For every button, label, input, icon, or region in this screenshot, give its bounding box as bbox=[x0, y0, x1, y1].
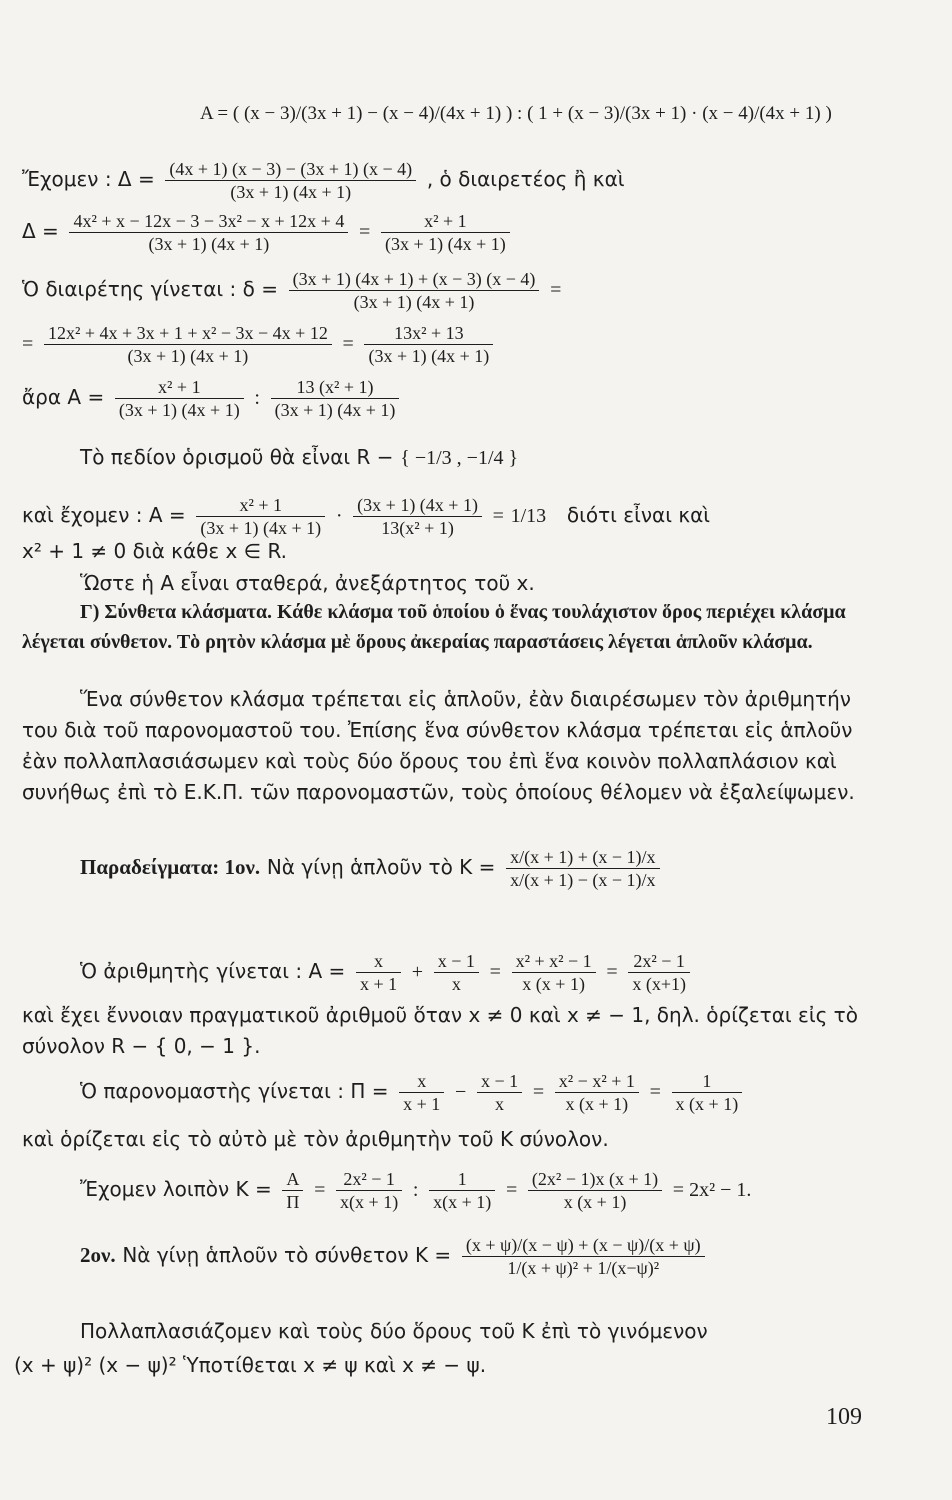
delta2-line: Δ = $\frac{\text{4x² + x − 12x − 3 − 3x² − x + 12x + 4}}{(3x + 1) (4x + 1)}$ = $\frac{\text{x² + 1}}{(3x + 1) (4x + 1)}$ bbox=[22, 210, 514, 255]
arith-label: Ὁ ἀριθμητὴς γίνεται : A = bbox=[80, 959, 346, 983]
exomen2-den1: (3x + 1) (4x + 1) bbox=[200, 518, 322, 538]
loipon-line: Ἔχομεν λοιπὸν K = $\frac{A}{\Pi}$ = $\frac{\text{2x² − 1}}{x(x + 1)}$ : $\frac{1}{x(x + 1)}$ = $\frac{\text{(2x² − 1)x (x + 1)}}{x (x + 1)}$ = 2x² − 1. bbox=[80, 1169, 752, 1212]
arith-result2 bbox=[628, 950, 690, 995]
delta2-label: Δ = bbox=[22, 219, 59, 243]
delta2-fraction bbox=[69, 210, 348, 255]
line5-result-num: 13x² + 13 bbox=[364, 322, 493, 345]
arith-frac1-num: x bbox=[356, 950, 401, 973]
exomen2-suffix: διότι εἶναι καὶ bbox=[566, 503, 711, 527]
k-numerator: x/(x + 1) + (x − 1)/x bbox=[506, 846, 659, 869]
pedion-text: Τὸ πεδίον ὁρισμοῦ θὰ εἶναι R − bbox=[80, 445, 394, 469]
diairetis-fraction bbox=[289, 268, 540, 313]
loipon-result: = 2x² − 1. bbox=[672, 1179, 752, 1201]
diairetis-label: Ὁ διαιρέτης γίνεται : δ = bbox=[22, 277, 278, 301]
diairetis-line: Ὁ διαιρέτης γίνεται : δ = $\frac{(3x + 1) (4x + 1) + (x - 3) (x - 4)}{(3x + 1) (4x + 1)}$ = bbox=[22, 269, 562, 312]
arith-result2-num: 2x² − 1 bbox=[628, 950, 690, 973]
section-g-paragraph: Γ) Σύνθετα κλάσματα. Κάθε κλάσμα τοῦ ὁποίου ὁ ἕνας τουλάχιστον ὅρος περιέχει κλάσμα λέγεται σύνθετον. Τὸ ρητὸν κλάσμα μὲ ὅρους ἀκεραίας παραστάσεις λέγεται ἁπλοῦν κλάσμα. bbox=[22, 601, 846, 653]
ennoian-paragraph: καὶ ἔχει ἔννοιαν πραγματικοῦ ἀριθμοῦ ὅταν x ≠ 0 καὶ x ≠ − 1, δηλ. ὁρίζεται εἰς τὸ σύνολον R − { 0, − 1 }. bbox=[22, 1003, 858, 1058]
example1-k-fraction bbox=[506, 846, 659, 891]
page-number: 109 bbox=[826, 1404, 862, 1430]
arith-result2-den: x (x+1) bbox=[632, 974, 686, 994]
delta-suffix: , ὁ διαιρετέος ἢ καὶ bbox=[426, 167, 625, 191]
loipon-frac3-num: 1 bbox=[429, 1168, 495, 1191]
ara-den2: (3x + 1) (4x + 1) bbox=[274, 400, 396, 420]
example1-label: Παραδείγματα: 1ον. bbox=[80, 855, 261, 879]
paron-frac2-num: x − 1 bbox=[477, 1070, 522, 1093]
ara-fraction2 bbox=[271, 376, 400, 421]
pedion-line bbox=[80, 444, 518, 471]
loipon-frac3-den: x(x + 1) bbox=[433, 1192, 492, 1212]
k2-numerator: (x + ψ)/(x − ψ) + (x − ψ)/(x + ψ) bbox=[462, 1234, 705, 1257]
example2-text: Νὰ γίνῃ ἁπλοῦν τὸ σύνθετον K = bbox=[122, 1243, 452, 1267]
last-line: (x + ψ)² (x − ψ)² Ὑποτίθεται x ≠ ψ καὶ x ≠ − ψ. bbox=[14, 1353, 487, 1377]
delta2-result-den: (3x + 1) (4x + 1) bbox=[385, 234, 506, 254]
loipon-frac3 bbox=[429, 1168, 495, 1213]
arith-frac2-num: x − 1 bbox=[434, 950, 479, 973]
loipon-frac2-den: x(x + 1) bbox=[340, 1192, 399, 1212]
exomen2-den2: 13(x² + 1) bbox=[381, 518, 454, 538]
paron-line: Ὁ παρονομαστὴς γίνεται : Π = $\frac{x}{x + 1}$ − $\frac{x - 1}{x}$ = $\frac{\text{x² − x² + 1}}{x (x + 1)}$ = $\frac{1}{x (x + 1)}$ bbox=[80, 1070, 746, 1115]
ara-line: ἄρα A = $\frac{\text{x² + 1}}{(3x + 1) (4x + 1)}$ : $\frac{\text{13 (x² + 1)}}{(3x + 1) (4x + 1)}$ bbox=[22, 376, 403, 421]
loipon-frac4 bbox=[528, 1168, 662, 1213]
hoste-line: Ὥστε ἡ A εἶναι σταθερά, ἀνεξάρτητος τοῦ x. bbox=[80, 571, 535, 595]
paron-result1 bbox=[555, 1070, 639, 1115]
arith-frac1-den: x + 1 bbox=[359, 974, 398, 994]
example1-text: Νὰ γίνῃ ἁπλοῦν τὸ K = bbox=[266, 855, 496, 879]
exomen2-line: καὶ ἔχομεν : A = $\frac{\text{x² + 1}}{(3x + 1) (4x + 1)}$ · $\frac{(3x + 1) (4x + 1)}{\text{13(x² + 1)}}$ = 1/13 διότι εἶναι καὶ bbox=[22, 495, 711, 538]
delta2-numerator: 4x² + x − 12x − 3 − 3x² − x + 12x + 4 bbox=[69, 210, 348, 233]
delta-numerator: (4x + 1) (x − 3) − (3x + 1) (x − 4) bbox=[165, 158, 416, 181]
delta-line bbox=[22, 158, 625, 203]
delta2-result-num: x² + 1 bbox=[381, 210, 510, 233]
paron-frac2-den: x bbox=[495, 1094, 505, 1114]
eq-a-definition bbox=[200, 100, 832, 127]
exomen2-result: 1/13 bbox=[510, 505, 547, 527]
paron-result1-num: x² − x² + 1 bbox=[555, 1070, 639, 1093]
line5-result bbox=[364, 322, 493, 367]
exomen2-fraction1 bbox=[196, 494, 325, 539]
k-denominator: x/(x + 1) − (x − 1)/x bbox=[510, 870, 656, 890]
diairetis-numerator: (3x + 1) (4x + 1) + (x − 3) (x − 4) bbox=[289, 268, 540, 291]
exomen2-num2: (3x + 1) (4x + 1) bbox=[353, 494, 482, 517]
paron-result1-den: x (x + 1) bbox=[565, 1094, 629, 1114]
ara-fraction1 bbox=[115, 376, 244, 421]
paron-result2-num: 1 bbox=[672, 1070, 743, 1093]
loipon-ap-frac bbox=[282, 1168, 303, 1213]
loipon-frac4-num: (2x² − 1)x (x + 1) bbox=[528, 1168, 662, 1191]
loipon-label: Ἔχομεν λοιπὸν K = bbox=[80, 1177, 272, 1201]
loipon-frac2-num: 2x² − 1 bbox=[336, 1168, 402, 1191]
line5-numerator: 12x² + 4x + 3x + 1 + x² − 3x − 4x + 12 bbox=[44, 322, 332, 345]
exomen2-fraction2 bbox=[353, 494, 482, 539]
neq-line: x² + 1 ≠ 0 διὰ κάθε x ∈ R. bbox=[22, 539, 288, 563]
delta-label: Ἔχομεν : Δ = bbox=[22, 167, 155, 191]
arith-line: Ὁ ἀριθμητὴς γίνεται : A = $\frac{x}{x + 1}$ + $\frac{x - 1}{x}$ = $\frac{\text{x² + x² − 1}}{x (x + 1)}$ = $\frac{\text{2x² − 1}}{x (x+1)}$ bbox=[80, 950, 694, 995]
ara-den1: (3x + 1) (4x + 1) bbox=[118, 400, 240, 420]
diairetis-denominator: (3x + 1) (4x + 1) bbox=[353, 292, 475, 312]
example1-line bbox=[80, 846, 664, 891]
paron-label: Ὁ παρονομαστὴς γίνεται : Π = bbox=[80, 1079, 389, 1103]
example2-line bbox=[80, 1234, 709, 1279]
paron-frac1 bbox=[399, 1070, 444, 1115]
poll-line: Πολλαπλασιάζομεν καὶ τοὺς δύο ὅρους τοῦ K ἐπὶ τὸ γινόμενον bbox=[80, 1319, 708, 1343]
line5: = $\frac{\text{12x² + 4x + 3x + 1 + x² − 3x − 4x + 12}}{(3x + 1) (4x + 1)}$ = $\frac{\text{13x² + 13}}{(3x + 1) (4x + 1)}$ bbox=[22, 322, 497, 367]
paron-frac1-num: x bbox=[399, 1070, 444, 1093]
loipon-frac4-den: x (x + 1) bbox=[563, 1192, 627, 1212]
ara-num1: x² + 1 bbox=[115, 376, 244, 399]
arith-frac2 bbox=[434, 950, 479, 995]
arith-frac2-den: x bbox=[451, 974, 461, 994]
loipon-p: Π bbox=[286, 1192, 300, 1212]
loipon-frac2 bbox=[336, 1168, 402, 1213]
orizetai-line: καὶ ὁρίζεται εἰς τὸ αὐτὸ μὲ τὸν ἀριθμητὴν τοῦ K σύνολον. bbox=[22, 1127, 609, 1151]
arith-result1 bbox=[512, 950, 596, 995]
loipon-a: A bbox=[282, 1168, 303, 1191]
arith-result1-num: x² + x² − 1 bbox=[512, 950, 596, 973]
delta2-denominator: (3x + 1) (4x + 1) bbox=[148, 234, 270, 254]
ena-paragraph: Ἕνα σύνθετον κλάσμα τρέπεται εἰς ἁπλοῦν, ἐὰν διαιρέσωμεν τὸν ἀριθμητήν του διὰ τοῦ παρονομαστοῦ του. Ἐπίσης ἕνα σύνθετον κλάσμα τρέπεται εἰς ἁπλοῦν ἐὰν πολλαπλασιάσωμεν καὶ τοὺς δύο ὅρους του ἐπὶ ἕνα κοινὸν πολλαπλάσιον καὶ συνήθως ἐπὶ τὸ Ε.Κ.Π. τῶν παρονομαστῶν, τοὺς ὁποίους θέλομεν νὰ ἐξαλείψωμεν. bbox=[22, 687, 855, 804]
paron-frac2 bbox=[477, 1070, 522, 1115]
arith-frac1 bbox=[356, 950, 401, 995]
ara-label: ἄρα A = bbox=[22, 385, 105, 409]
line5-denominator: (3x + 1) (4x + 1) bbox=[127, 346, 249, 366]
ara-num2: 13 (x² + 1) bbox=[271, 376, 400, 399]
arith-result1-den: x (x + 1) bbox=[522, 974, 585, 994]
paron-result2-den: x (x + 1) bbox=[675, 1094, 739, 1114]
eq-a-text: A = ( (x − 3)/(3x + 1) − (x − 4)/(4x + 1) ) : ( 1 + (x − 3)/(3x + 1) · (x − 4)/(4x + 1) ) bbox=[200, 103, 832, 124]
paron-frac1-den: x + 1 bbox=[403, 1094, 441, 1114]
paron-result2 bbox=[672, 1070, 743, 1115]
delta2-result bbox=[381, 210, 510, 255]
example2-label: 2ον. bbox=[80, 1243, 116, 1267]
exomen2-num1: x² + 1 bbox=[196, 494, 325, 517]
exomen2-label: καὶ ἔχομεν : A = bbox=[22, 503, 186, 527]
k2-denominator: 1/(x + ψ)² + 1/(x−ψ)² bbox=[507, 1258, 660, 1278]
delta-fraction bbox=[165, 158, 416, 203]
line5-fraction bbox=[44, 322, 332, 367]
delta-denominator: (3x + 1) (4x + 1) bbox=[230, 182, 352, 202]
example2-k-fraction bbox=[462, 1234, 705, 1279]
line5-result-den: (3x + 1) (4x + 1) bbox=[368, 346, 490, 366]
pedion-set: { −1/3 , −1/4 } bbox=[400, 447, 519, 469]
